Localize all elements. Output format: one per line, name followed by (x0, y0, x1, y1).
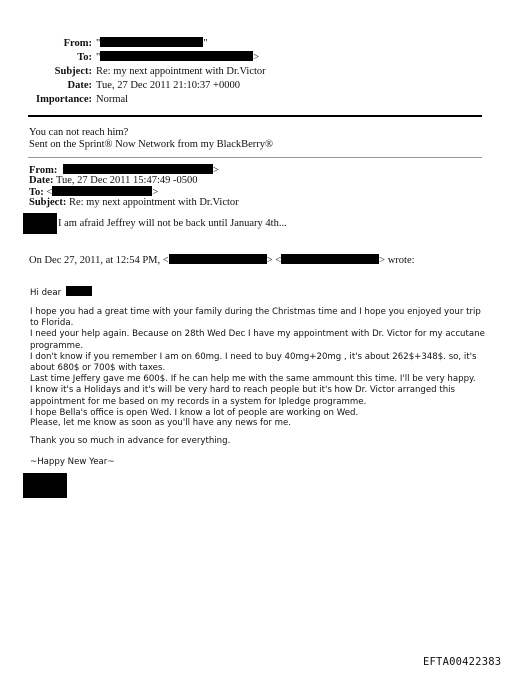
quoted-to-label: To: (29, 187, 44, 198)
redaction-box (52, 186, 152, 196)
outer-header-importance (0, 89, 128, 107)
attribution-middle: > < (266, 255, 282, 266)
quoted-subject-label: Subject: (29, 197, 67, 208)
greeting: Hi dear (30, 288, 62, 298)
attribution-line (29, 254, 415, 267)
body-line: I need your help again. Because on 28th Wed Dec I have my appointment with Dr. Victor for my accutane (30, 329, 485, 340)
to-close: > (253, 52, 260, 63)
redaction-box (23, 473, 67, 498)
header-divider (28, 115, 482, 117)
from-label: From: (63, 38, 92, 49)
thanks-line: Thank you so much in advance for everything. (30, 436, 231, 446)
quoted-from-close: > (213, 165, 219, 176)
quoted-from-label: From: (29, 165, 58, 176)
body-line: I know it's a Holidays and it's will be very hard to reach people but it's how Dr. Victor arranged this (30, 385, 456, 396)
redaction-box (100, 37, 203, 47)
redaction-box (66, 286, 92, 296)
importance-label: Importance: (36, 94, 92, 105)
please-line: Please, let me know as soon as you'll have any news for me. (30, 418, 291, 428)
body-line: appointment for me based on my records in a system for Ipledge programme. (30, 396, 367, 407)
body-line: programme. (30, 340, 84, 351)
body-line: Last time Jeffery gave me 600$. If he can help me with the same ammount this time. I'll be very happy. (30, 374, 476, 385)
quoted-subject-value: Re: my next appointment with Dr.Victor (68, 197, 239, 208)
subject-label: Subject: (54, 66, 92, 77)
importance-value: Normal (96, 94, 129, 105)
reply-line-2: Sent on the Sprint® Now Network from my BlackBerry® (29, 139, 274, 150)
quote-divider (28, 157, 482, 158)
sign-off-line: ~Happy New Year~ (30, 457, 115, 467)
to-quote-open: " (96, 52, 101, 63)
redaction-box (23, 213, 57, 234)
redaction-box (100, 51, 253, 61)
from-quote-open: " (96, 38, 101, 49)
quoted-date-label: Date: (29, 175, 54, 186)
quoted-subject-line (29, 197, 239, 209)
body-line: I hope you had a great time with your family during the Christmas time and I hope you enjoyed your trip (30, 307, 481, 317)
quoted-to-close: > (152, 187, 159, 198)
quoted-reply-text: I am afraid Jeffrey will not be back until January 4th... (58, 218, 287, 229)
to-label: To: (77, 52, 92, 63)
date-value: Tue, 27 Dec 2011 21:10:37 +0000 (96, 80, 240, 91)
subject-value: Re: my next appointment with Dr.Victor (96, 66, 266, 77)
greeting-line (30, 286, 92, 299)
body-line: to Florida. (30, 318, 74, 329)
date-label: Date: (67, 80, 92, 91)
document-id: EFTA00422383 (423, 656, 502, 668)
attribution-suffix: > wrote: (379, 255, 415, 266)
redaction-box (63, 164, 213, 174)
quoted-to-open: < (46, 187, 53, 198)
reply-line-1: You can not reach him? (29, 127, 129, 138)
body-line: I hope Bella's office is open Wed. I know a lot of people are working on Wed. (30, 407, 359, 418)
redaction-box (281, 254, 379, 264)
quoted-date-value: Tue, 27 Dec 2011 15:47:49 -0500 (55, 175, 198, 186)
body-line: about 680$ or 700$ with taxes. (30, 363, 166, 374)
redaction-box (169, 254, 267, 264)
message-body (30, 307, 485, 419)
body-line: I don't know if you remember I am on 60mg. I need to buy 40mg+20mg , it's about 262$+348$. so, it's (30, 351, 477, 362)
attribution-prefix: On Dec 27, 2011, at 12:54 PM, < (29, 255, 169, 266)
from-quote-close: " (203, 38, 208, 49)
